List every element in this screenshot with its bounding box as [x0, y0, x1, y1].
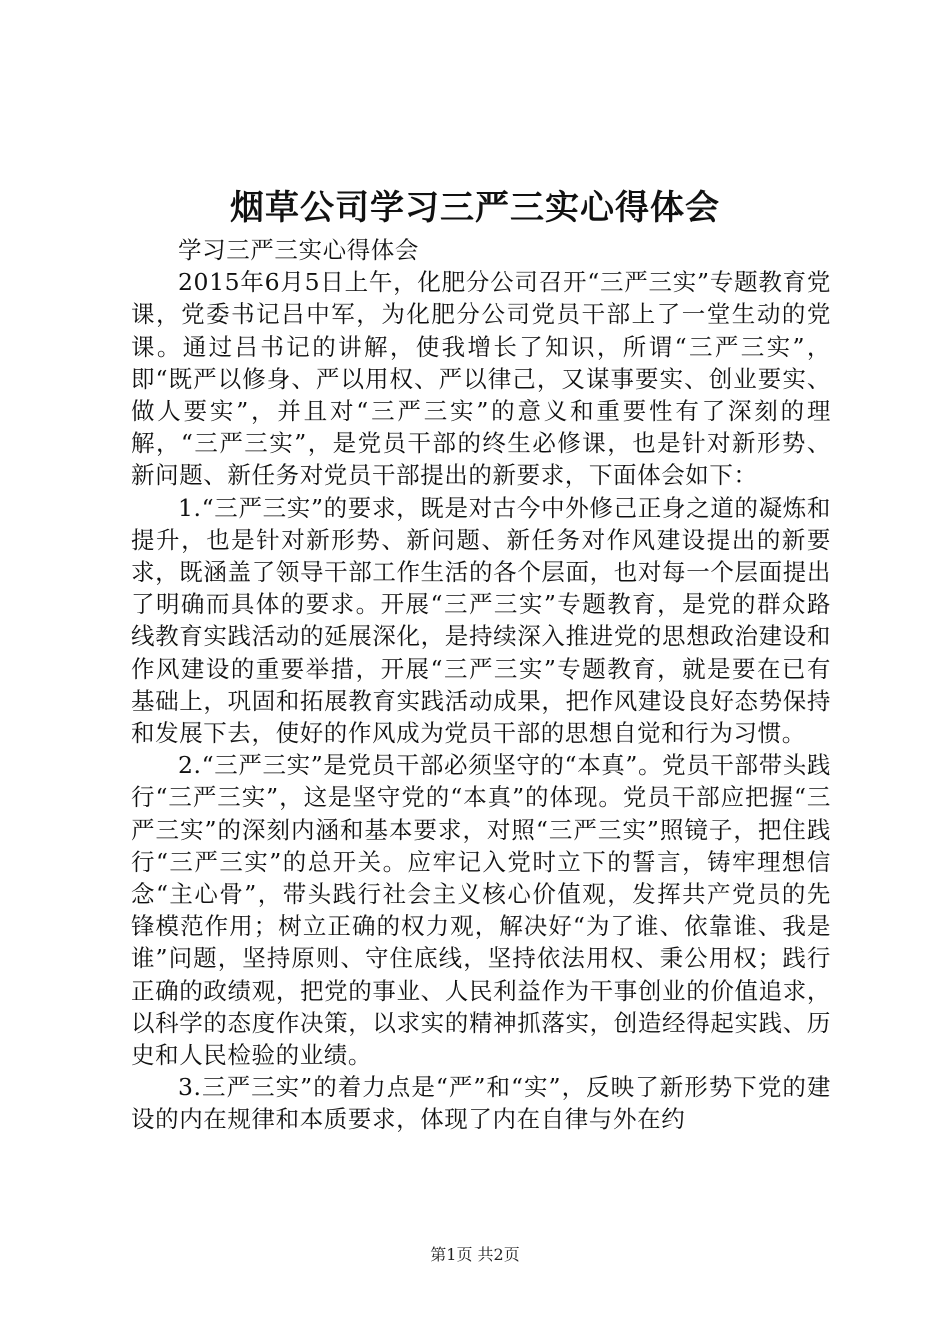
paragraph-point-1: 1.“三严三实”的要求，既是对古今中外修己正身之道的凝炼和提升，也是针对新形势、新问题、新任务对作风建设提出的新要求，既涵盖了领导干部工作生活的各个层面，也对每一个层面提出了明确而具体的要求。开展“三严三实”专题教育，是党的群众路线教育实践活动的延展深化，是持续深入推进党的思想政治建设和作风建设的重要举措，开展“三严三实”专题教育，就是要在已有基础上，巩固和拓展教育实践活动成果，把作风建设良好态势保持和发展下去，使好的作风成为党员干部的思想自觉和行为习惯。	[131, 493, 831, 748]
document-title: 烟草公司学习三严三实心得体会	[230, 188, 720, 228]
document-body	[131, 234, 831, 1136]
paragraph-point-3: 3.三严三实”的着力点是“严”和“实”，反映了新形势下党的建设的内在规律和本质要求，体现了内在自律与外在约	[131, 1073, 831, 1134]
page-number-footer: 第1页 共2页	[430, 1245, 520, 1264]
paragraph-point-2: 2.“三严三实”是党员干部必须坚守的“本真”。党员干部带头践行“三严三实”，这是坚守党的“本真”的体现。党员干部应把握“三严三实”的深刻内涵和基本要求，对照“三严三实”照镜子，把住践行“三严三实”的总开关。应牢记入党时立下的誓言，铸牢理想信念“主心骨”，带头践行社会主义核心价值观，发挥共产党员的先锋模范作用；树立正确的权力观，解决好“为了谁、依靠谁、我是谁”问题，坚持原则、守住底线，坚持依法用权、秉公用权；践行正确的政绩观，把党的事业、人民利益作为干事创业的价值追求，以科学的态度作决策，以求实的精神抓落实，创造经得起实践、历史和人民检验的业绩。	[131, 751, 831, 1070]
paragraph-intro: 2015年6月5日上午，化肥分公司召开“三严三实”专题教育党课，党委书记吕中军，为化肥分公司党员干部上了一堂生动的党课。通过吕书记的讲解，使我增长了知识，所谓“三严三实”，即“既严以修身、严以用权、严以律己，又谋事要实、创业要实、做人要实”，并且对“三严三实”的意义和重要性有了深刻的理解，“三严三实”，是党员干部的终生必修课，也是针对新形势、新问题、新任务对党员干部提出的新要求，下面体会如下：	[131, 268, 831, 490]
paragraph-subtitle: 学习三严三实心得体会	[178, 236, 419, 264]
